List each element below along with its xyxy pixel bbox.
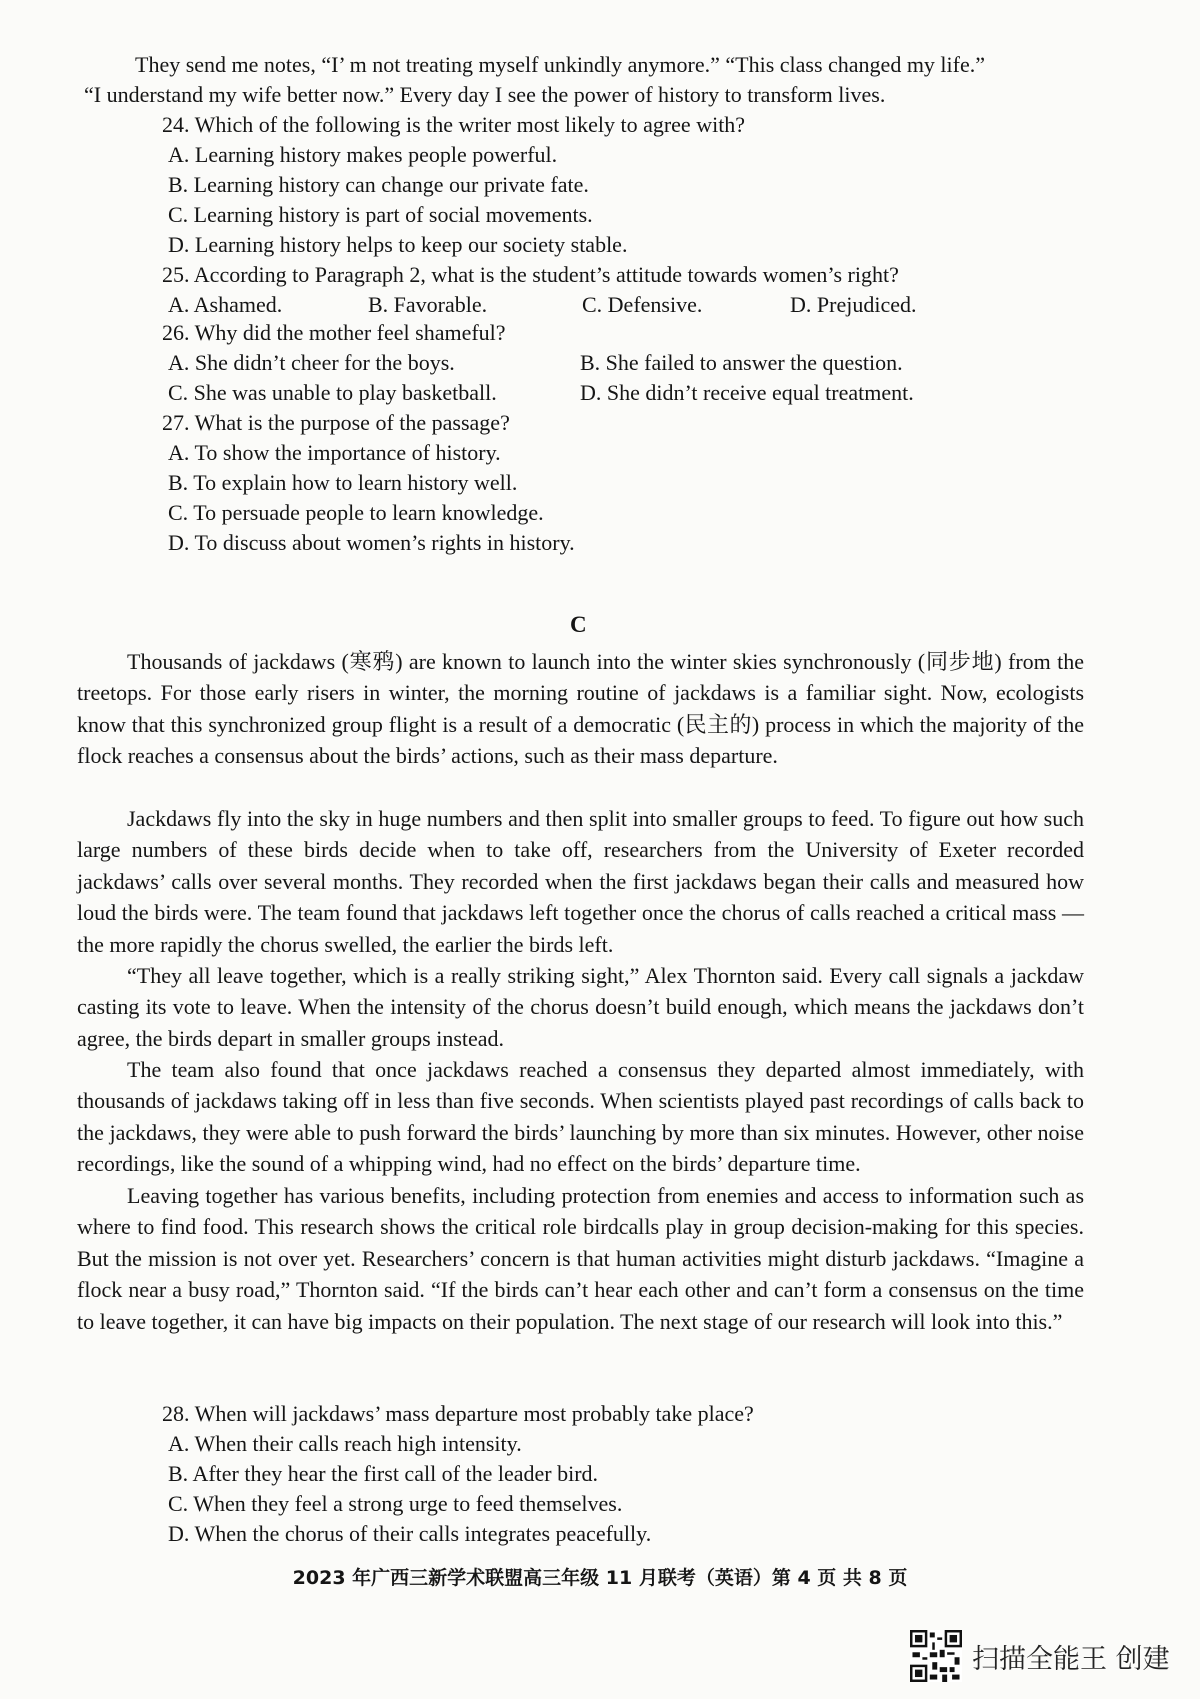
- passage-paragraph-4: [77, 1054, 1084, 1180]
- question-27-option-c: C. To persuade people to learn knowledge.: [168, 500, 544, 525]
- question-24-option-a: A. Learning history makes people powerful.: [168, 142, 558, 167]
- question-24-option-b: B. Learning history can change our private fate.: [168, 172, 589, 197]
- question-24-option-d: D. Learning history helps to keep our society stable.: [168, 232, 628, 257]
- passage-paragraph-2: [77, 803, 1084, 960]
- qr-code-icon: [910, 1630, 962, 1682]
- question-26-option-d: D. She didn’t receive equal treatment.: [580, 380, 914, 405]
- question-27-stem: 27. What is the purpose of the passage?: [162, 410, 510, 435]
- question-25-option-d: D. Prejudiced.: [790, 292, 917, 317]
- question-27-option-b: B. To explain how to learn history well.: [168, 470, 518, 495]
- watermark-text: 扫描全能王 创建: [972, 1643, 1170, 1675]
- passage-paragraph-3: [77, 960, 1084, 1054]
- question-26-option-b: B. She failed to answer the question.: [580, 350, 903, 375]
- section-heading: C: [570, 612, 587, 637]
- paragraph-text: Thousands of jackdaws (寒鸦) are known to launch into the winter skies synchronously (同步地) from the treetops. For those early risers in winter, the morning routine of jackdaws is a familiar sight. Now, ecologists know that this synchronized group flight is a result of a democratic (民主的) process in which the majority of the flock reaches a consensus about the birds’ actions, such as their mass departure.: [77, 649, 1084, 769]
- question-26-option-c: C. She was unable to play basketball.: [168, 380, 497, 405]
- question-28-option-c: C. When they feel a strong urge to feed themselves.: [168, 1491, 623, 1516]
- paragraph-text: “They all leave together, which is a really striking sight,” Alex Thornton said. Every call signals a jackdaw casting its vote to leave. When the intensity of the chorus doesn’t build enough, which means the jackdaws don’t agree, the birds depart in smaller groups instead.: [77, 963, 1084, 1051]
- question-25-stem: 25. According to Paragraph 2, what is the student’s attitude towards women’s right?: [162, 262, 899, 287]
- question-26-option-a: A. She didn’t cheer for the boys.: [168, 350, 455, 375]
- question-26-stem: 26. Why did the mother feel shameful?: [162, 320, 506, 345]
- question-27-option-a: A. To show the importance of history.: [168, 440, 501, 465]
- question-28-option-a: A. When their calls reach high intensity.: [168, 1431, 522, 1456]
- intro-line-2: “I understand my wife better now.” Every day I see the power of history to transform lives.: [84, 82, 886, 107]
- question-28-option-b: B. After they hear the first call of the leader bird.: [168, 1461, 599, 1486]
- question-24-option-c: C. Learning history is part of social movements.: [168, 202, 593, 227]
- passage-paragraph-5: [77, 1180, 1084, 1337]
- scanner-watermark: [910, 1630, 1170, 1682]
- paragraph-text: The team also found that once jackdaws reached a consensus they departed almost immediately, with thousands of jackdaws taking off in less than five seconds. When scientists played past recordings of calls back to the jackdaws, they were able to push forward the birds’ launching by more than six minutes. However, other noise recordings, like the sound of a whipping wind, had no effect on the birds’ departure time.: [77, 1057, 1084, 1177]
- intro-line-1: They send me notes, “I’ m not treating myself unkindly anymore.” “This class changed my life.”: [135, 52, 986, 77]
- passage-paragraph-1: [77, 646, 1084, 772]
- question-27-option-d: D. To discuss about women’s rights in history.: [168, 530, 575, 555]
- question-28-stem: 28. When will jackdaws’ mass departure most probably take place?: [162, 1401, 754, 1426]
- question-24-stem: 24. Which of the following is the writer most likely to agree with?: [162, 112, 746, 137]
- paragraph-text: Jackdaws fly into the sky in huge numbers and then split into smaller groups to feed. To figure out how such large numbers of these birds decide when to take off, researchers from the University of Exeter recorded jackdaws’ calls over several months. They recorded when the first jackdaws began their calls and measured how loud the birds were. The team found that jackdaws left together once the chorus of calls reached a critical mass — the more rapidly the chorus swelled, the earlier the birds left.: [77, 806, 1084, 957]
- page-footer: 2023 年广西三新学术联盟高三年级 11 月联考（英语）第 4 页 共 8 页: [292, 1567, 908, 1589]
- question-25-option-a: A. Ashamed.: [168, 292, 283, 317]
- question-28-option-d: D. When the chorus of their calls integrates peacefully.: [168, 1521, 652, 1546]
- question-25-option-b: B. Favorable.: [368, 292, 488, 317]
- question-25-option-c: C. Defensive.: [582, 292, 703, 317]
- paragraph-text: Leaving together has various benefits, including protection from enemies and access to information such as where to find food. This research shows the critical role birdcalls play in group decision-making for this species. But the mission is not over yet. Researchers’ concern is that human activities might disturb jackdaws. “Imagine a flock near a busy road,” Thornton said. “If the birds can’t hear each other and can’t form a consensus on the time to leave together, it can have big impacts on their population. The next stage of our research will look into this.”: [77, 1183, 1084, 1334]
